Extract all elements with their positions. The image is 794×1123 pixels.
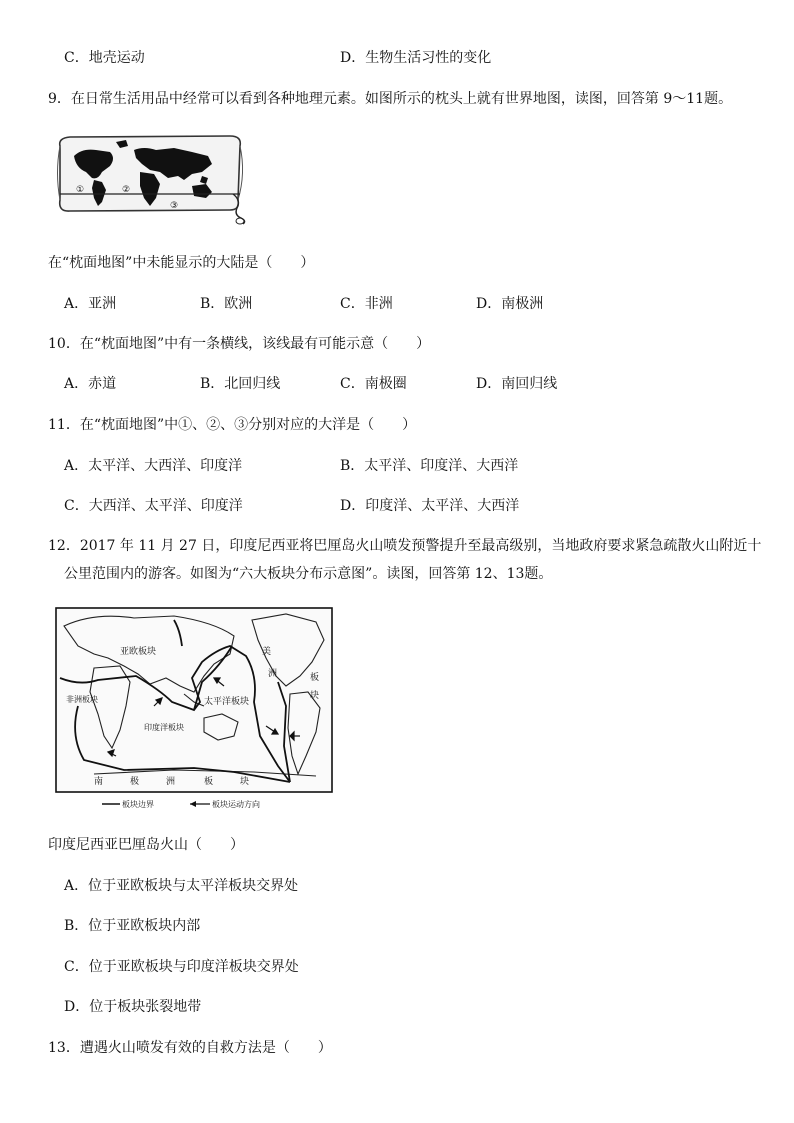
q9-option-b: B．欧洲 [200, 296, 253, 312]
q12-option-a: A．位于亚欧板块与太平洋板块交界处 [64, 878, 299, 894]
q10-option-b: B．北回归线 [200, 376, 281, 392]
q12-question: 印度尼西亚巴厘岛火山（ ） [48, 837, 244, 853]
q9-stem: 9．在日常生活用品中经常可以看到各种地理元素。如图所示的枕头上就有世界地图，读图，回答第 9～11题。 [48, 91, 733, 107]
q10-option-a: A．赤道 [64, 376, 117, 392]
pillow-label-3: ③ [170, 201, 179, 211]
q12-stem-line1: 12．2017 年 11 月 27 日，印度尼西亚将巴厘岛火山喷发预警提升至最高级别，当地政府要求紧急疏散火山附近十 [48, 538, 762, 554]
pillow-map-illustration [52, 128, 252, 226]
q11-option-c: C．大西洋、太平洋、印度洋 [64, 498, 243, 514]
q11-stem: 11．在“枕面地图”中①、②、③分别对应的大洋是（ ） [48, 417, 417, 433]
legend-boundary-label: 板块边界 [122, 800, 154, 809]
label-antarctic-2: 极 [130, 777, 140, 787]
q10-option-d: D．南回归线 [476, 376, 558, 392]
q10-option-c: C．南极圈 [340, 376, 407, 392]
label-indian-plate: 印度洋板块 [144, 723, 184, 732]
pillow-label-2: ② [122, 185, 131, 195]
q12-option-b: B．位于亚欧板块内部 [64, 918, 201, 934]
legend-direction-label: 板块运动方向 [212, 800, 260, 809]
pillow-map-figure [52, 128, 252, 226]
q9-option-d: D．南极洲 [476, 296, 544, 312]
q9-option-c: C．非洲 [340, 296, 393, 312]
q10-stem: 10．在“枕面地图”中有一条横线，该线最有可能示意（ ） [48, 336, 431, 352]
q12-option-c: C．位于亚欧板块与印度洋板块交界处 [64, 959, 299, 975]
label-antarctic-5: 块 [240, 777, 250, 787]
label-antarctic-1: 南 [94, 777, 104, 787]
label-american-1: 美 [262, 647, 272, 657]
q9-question: 在“枕面地图”中未能显示的大陆是（ ） [48, 255, 315, 271]
label-antarctic-3: 洲 [166, 777, 176, 787]
label-pacific-plate: 太平洋板块 [204, 697, 250, 707]
q8-option-d: D．生物生活习性的变化 [340, 50, 492, 66]
q11-option-d: D．印度洋、太平洋、大西洋 [340, 498, 520, 514]
q11-option-b: B．太平洋、印度洋、大西洋 [340, 458, 519, 474]
q8-option-c: C．地壳运动 [64, 50, 145, 66]
label-american-2: 洲 [268, 669, 278, 679]
label-american-4: 块 [310, 691, 320, 701]
q12-stem-line2: 公里范围内的游客。如图为“六大板块分布示意图”。读图，回答第 12、13题。 [64, 566, 553, 582]
q11-option-a: A．太平洋、大西洋、印度洋 [64, 458, 243, 474]
q9-option-a: A．亚洲 [64, 296, 117, 312]
plate-map [54, 606, 336, 812]
label-african-plate: 非洲板块 [66, 695, 98, 704]
label-american-3: 板 [310, 673, 320, 683]
map-legend [102, 799, 260, 809]
q13-stem: 13．遭遇火山喷发有效的自救方法是（ ） [48, 1040, 332, 1056]
plate-map-figure [54, 606, 336, 812]
legend-arrow-icon [190, 801, 196, 807]
label-antarctic-4: 板 [204, 777, 214, 787]
q12-option-d: D．位于板块张裂地带 [64, 999, 202, 1015]
label-eurasian-plate: 亚欧板块 [120, 647, 157, 657]
pillow-label-1: ① [76, 185, 85, 195]
